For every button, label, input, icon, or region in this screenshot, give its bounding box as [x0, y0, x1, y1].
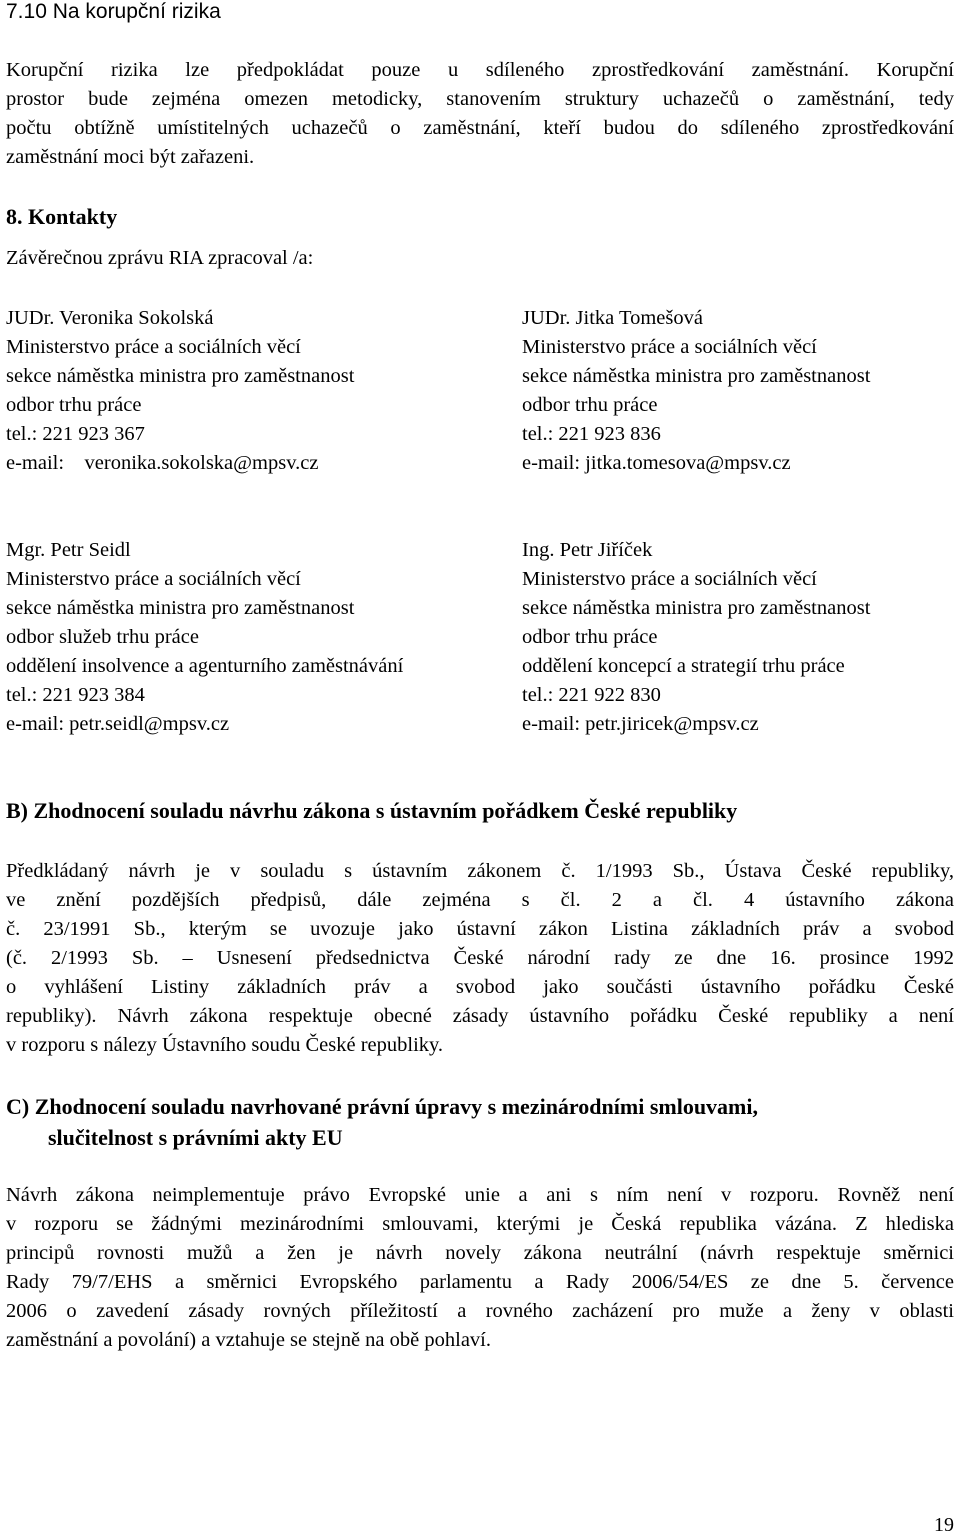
contact-email: e-mail: veronika.sokolska@mpsv.cz — [6, 452, 319, 474]
contact-department: odbor služeb trhu práce — [6, 626, 199, 648]
contact-name: JUDr. Jitka Tomešová — [522, 307, 703, 329]
paragraph-line: Předkládaný návrh je v souladu s ústavním zákonem č. 1/1993 Sb., Ústava České republiky, — [6, 860, 954, 882]
paragraph-line: v rozporu s nálezy Ústavního soudu České republiky. — [6, 1034, 444, 1056]
paragraph-line: (č. 2/1993 Sb. – Usnesení předsednictva České národní rady ze dne 16. prosince 1992 — [6, 947, 954, 969]
paragraph-line: o vyhlášení Listiny základních práv a svobod jako součásti ústavního pořádku České — [6, 976, 954, 998]
section-8-heading: 8. Kontakty — [6, 204, 118, 229]
section-c-paragraph — [6, 1181, 954, 1355]
section-7-10-heading: 7.10 Na korupční rizika — [6, 0, 221, 23]
contact-section: sekce náměstka ministra pro zaměstnanost — [6, 597, 355, 619]
contact-card — [6, 304, 476, 478]
paragraph-line: prostor bude zejména omezen metodicky, stanovením struktury uchazečů o zaměstnání, tedy — [6, 88, 954, 110]
paragraph-line: principů rovnosti mužů a žen je návrh novely zákona neutrální (návrh respektuje směrnici — [6, 1242, 954, 1264]
paragraph-line: Rady 79/7/EHS a směrnici Evropského parlamentu a Rady 2006/54/ES ze dne 5. července — [6, 1271, 954, 1293]
contact-name: JUDr. Veronika Sokolská — [6, 307, 214, 329]
contact-email: e-mail: petr.seidl@mpsv.cz — [6, 713, 230, 735]
ria-intro-text: Závěrečnou zprávu RIA zpracoval /a: — [6, 247, 314, 269]
paragraph-line: zaměstnání a povolání) a vztahuje se stejně na obě pohlaví. — [6, 1329, 491, 1351]
contact-phone: tel.: 221 923 836 — [522, 423, 661, 445]
page-number: 19 — [934, 1514, 954, 1536]
contact-card — [6, 536, 476, 739]
section-c-heading-continuation: slučitelnost s právními akty EU — [48, 1125, 343, 1150]
paragraph-line: č. 23/1991 Sb., kterým se uvozuje jako ústavní zákon Listina základních práv a svobod — [6, 918, 954, 940]
contact-section: sekce náměstka ministra pro zaměstnanost — [522, 597, 871, 619]
contact-card — [522, 536, 960, 739]
section-b-paragraph — [6, 857, 954, 1060]
contact-name: Mgr. Petr Seidl — [6, 539, 131, 561]
contact-email: e-mail: jitka.tomesova@mpsv.cz — [522, 452, 791, 474]
contact-department: odbor trhu práce — [6, 394, 142, 416]
section-b-heading: B) Zhodnocení souladu návrhu zákona s ústavním pořádkem České republiky — [6, 798, 738, 823]
contact-phone: tel.: 221 923 367 — [6, 423, 145, 445]
paragraph-line: republiky). Návrh zákona respektuje obecné zásady ústavního pořádku České republiky a není — [6, 1005, 954, 1027]
contact-ministry: Ministerstvo práce a sociálních věcí — [6, 568, 301, 590]
paragraph-line: 2006 o zavedení zásady rovných příležitostí a rovného zacházení pro muže a ženy v oblasti — [6, 1300, 954, 1322]
contact-card — [522, 304, 960, 478]
contact-ministry: Ministerstvo práce a sociálních věcí — [6, 336, 301, 358]
contact-name: Ing. Petr Jiříček — [522, 539, 653, 561]
paragraph-line: počtu obtížně umístitelných uchazečů o zaměstnání, kteří budou do sdíleného zprostředkování — [6, 117, 954, 139]
contact-section: sekce náměstka ministra pro zaměstnanost — [522, 365, 871, 387]
contact-department: odbor trhu práce — [522, 626, 658, 648]
contact-ministry: Ministerstvo práce a sociálních věcí — [522, 568, 817, 590]
paragraph-line: ve znění pozdějších předpisů, dále zejména s čl. 2 a čl. 4 ústavního zákona — [6, 889, 954, 911]
paragraph-line: v rozporu se žádnými mezinárodními smlouvami, kterými je Česká republika vázána. Z hlediska — [6, 1213, 954, 1235]
paragraph-line: Návrh zákona neimplementuje právo Evropské unie a ani s ním není v rozporu. Rovněž není — [6, 1184, 954, 1206]
contact-unit: oddělení insolvence a agenturního zaměstnávání — [6, 655, 404, 677]
section-c-heading: C) Zhodnocení souladu navrhované právní úpravy s mezinárodními smlouvami, — [6, 1094, 758, 1119]
paragraph-line: zaměstnání moci být zařazeni. — [6, 146, 255, 168]
contact-email: e-mail: petr.jiricek@mpsv.cz — [522, 713, 759, 735]
contact-ministry: Ministerstvo práce a sociálních věcí — [522, 336, 817, 358]
paragraph-line: Korupční rizika lze předpokládat pouze u sdíleného zprostředkování zaměstnání. Korupční — [6, 59, 954, 81]
contact-phone: tel.: 221 923 384 — [6, 684, 145, 706]
contact-unit: oddělení koncepcí a strategií trhu práce — [522, 655, 845, 677]
contact-phone: tel.: 221 922 830 — [522, 684, 661, 706]
contact-department: odbor trhu práce — [522, 394, 658, 416]
contact-section: sekce náměstka ministra pro zaměstnanost — [6, 365, 355, 387]
section-7-10-paragraph — [6, 56, 954, 172]
